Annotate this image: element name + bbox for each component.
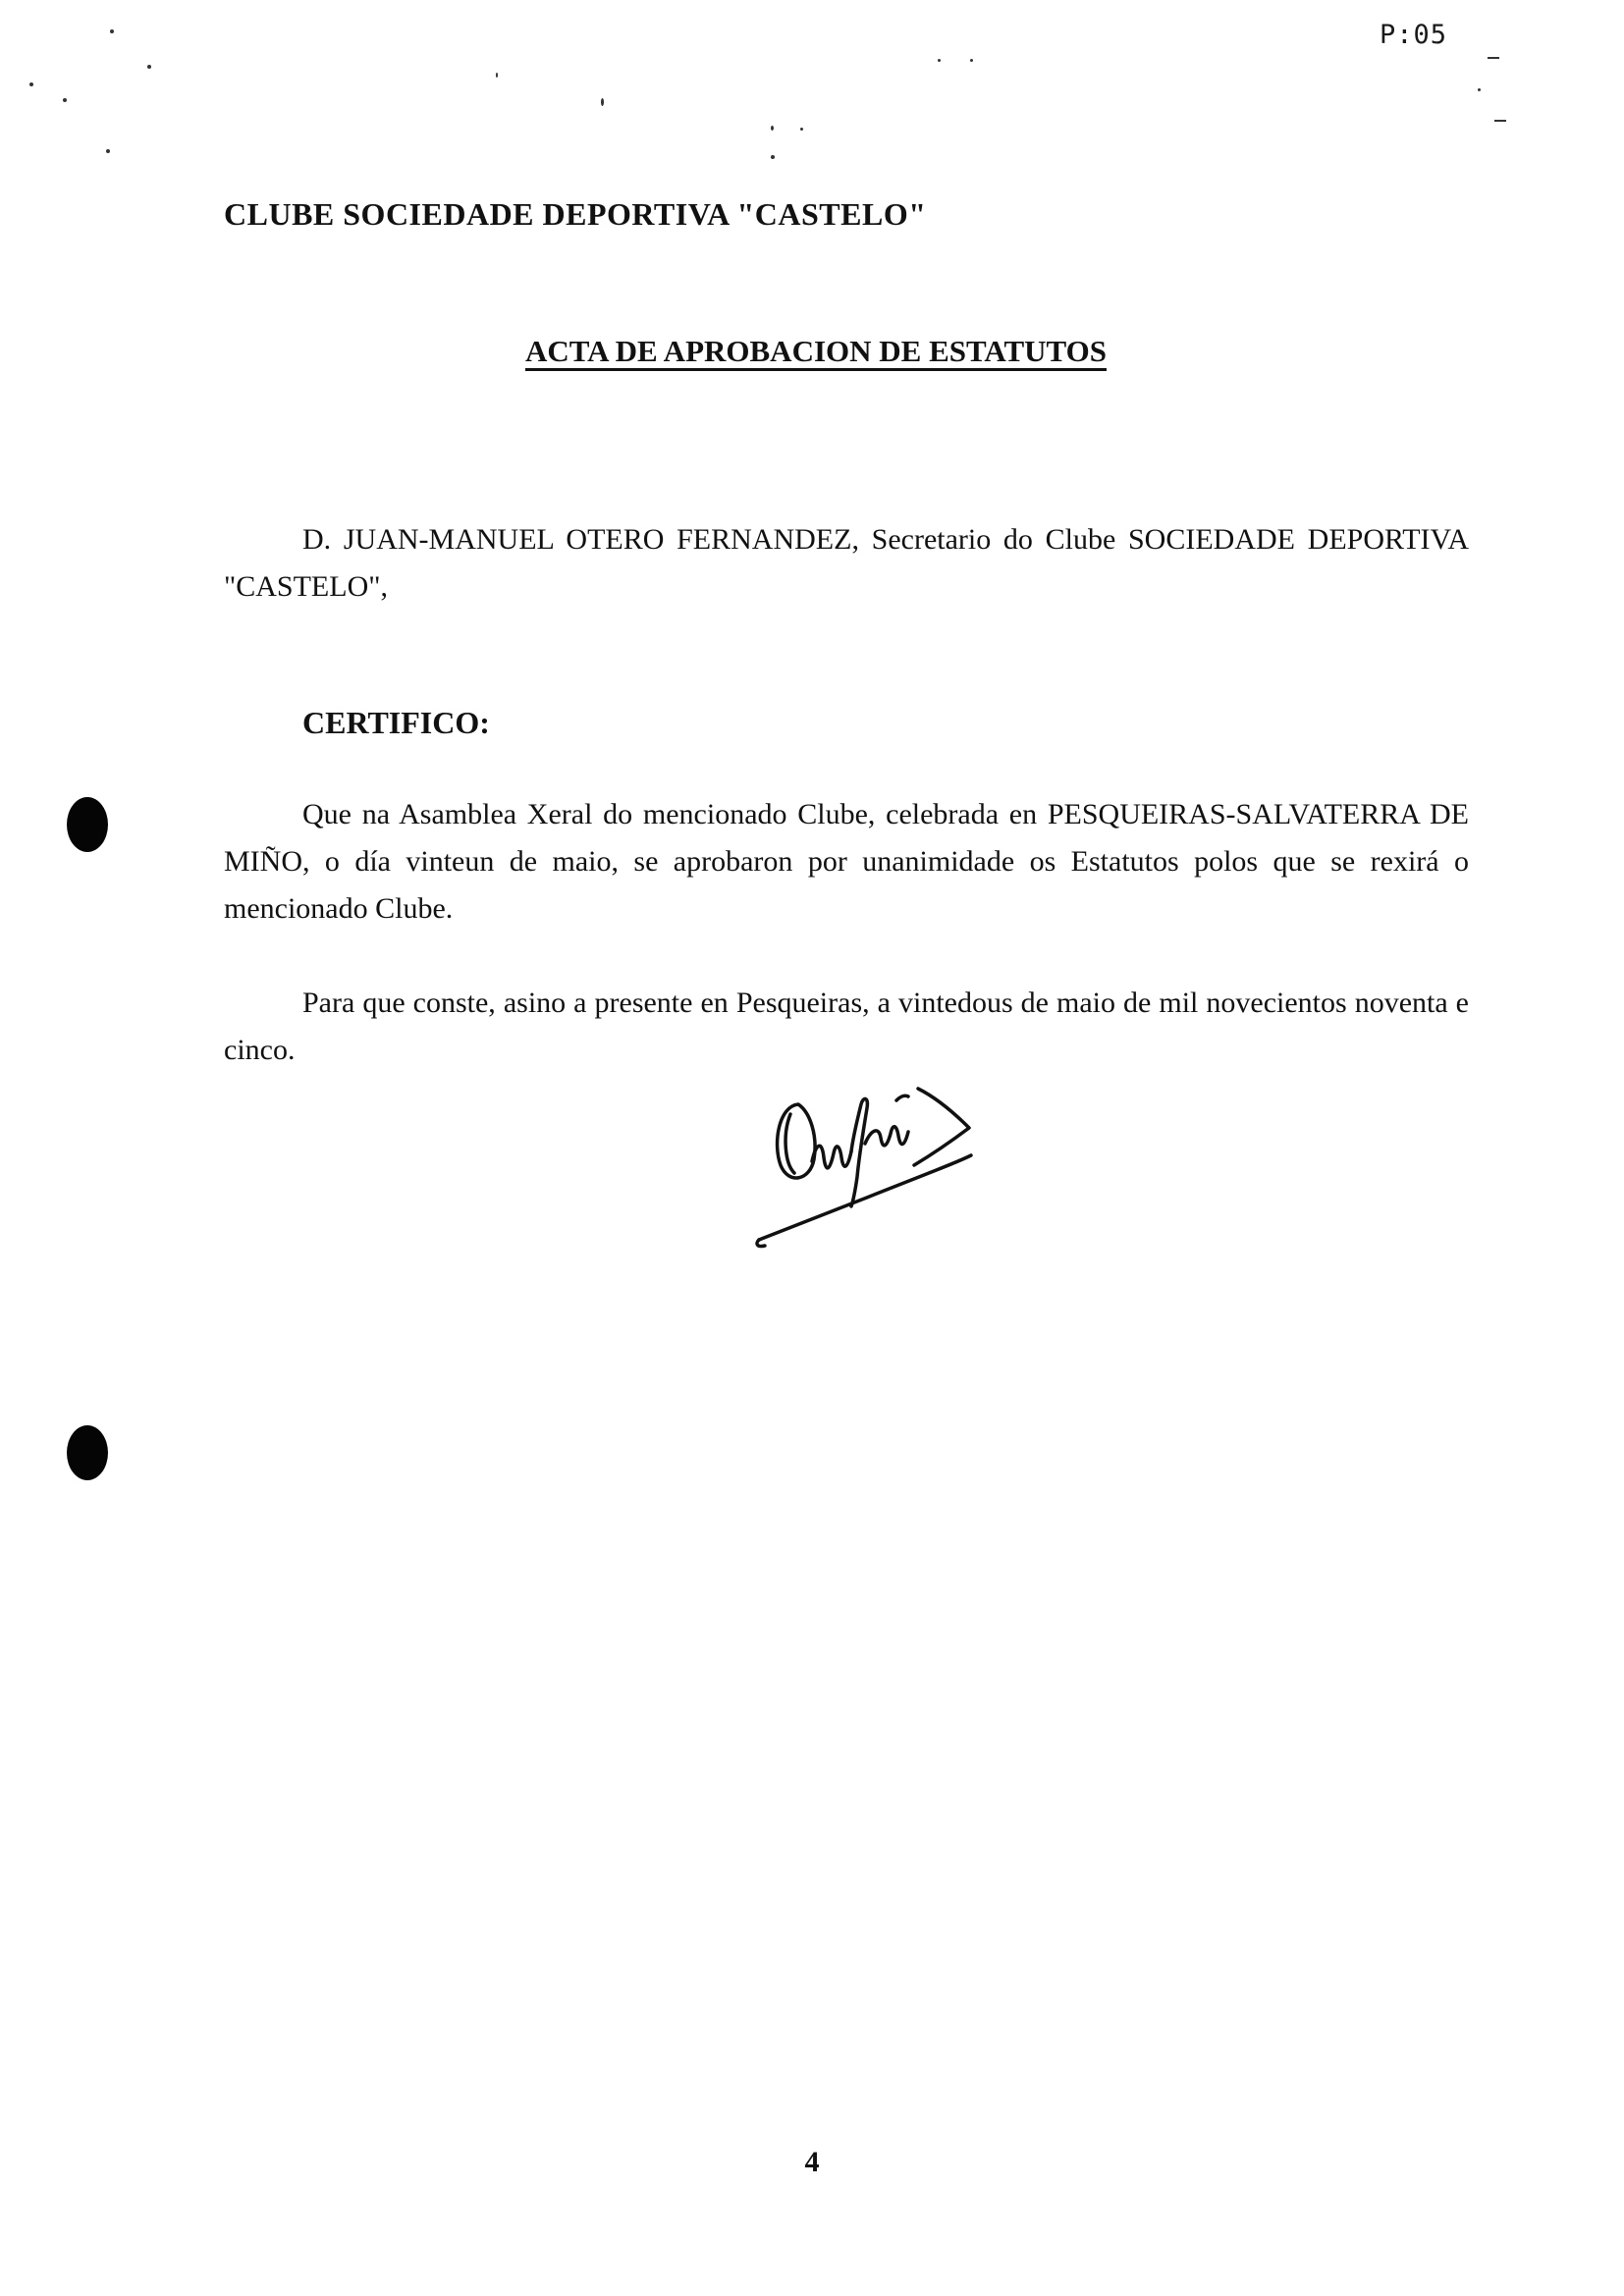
fax-page-marker: P:05 [1380, 20, 1448, 50]
scan-dash [1494, 120, 1506, 122]
club-name-heading: CLUBE SOCIEDADE DEPORTIVA "CASTELO" [224, 196, 927, 232]
closing-paragraph: Para que conste, asino a presente en Pesqueiras, a vintedous de maio de mil novecientos noventa e cinco. [224, 987, 1469, 1066]
scan-speck [29, 82, 33, 86]
scan-speck [938, 59, 941, 62]
scan-speck [771, 126, 774, 131]
scan-speck [1478, 88, 1481, 91]
scan-speck [110, 29, 114, 33]
scan-speck [106, 149, 110, 153]
scan-dash [1488, 57, 1499, 59]
scan-speck [63, 98, 67, 102]
certifico-label: CERTIFICO: [302, 705, 490, 740]
scan-speck [147, 65, 151, 69]
scan-speck [771, 155, 775, 159]
signature [751, 1075, 1016, 1252]
certification-paragraph: Que na Asamblea Xeral do mencionado Clube, celebrada en PESQUEIRAS-SALVATERRA DE MIÑO, o día vinteun de maio, se aprobaron por unanimidade os Estatutos polos que se rexirá o mencionado Clube. [224, 798, 1469, 925]
punch-hole-upper [67, 797, 108, 852]
scan-speck [601, 98, 604, 106]
page-number: 4 [804, 2146, 820, 2178]
secretary-paragraph: D. JUAN-MANUEL OTERO FERNANDEZ, Secretario do Clube SOCIEDADE DEPORTIVA "CASTELO", [224, 523, 1469, 603]
scan-speck [800, 128, 803, 131]
punch-hole-lower [67, 1425, 108, 1480]
scan-speck [970, 59, 973, 62]
scan-speck [496, 73, 498, 78]
document-title: ACTA DE APROBACION DE ESTATUTOS [525, 334, 1107, 368]
